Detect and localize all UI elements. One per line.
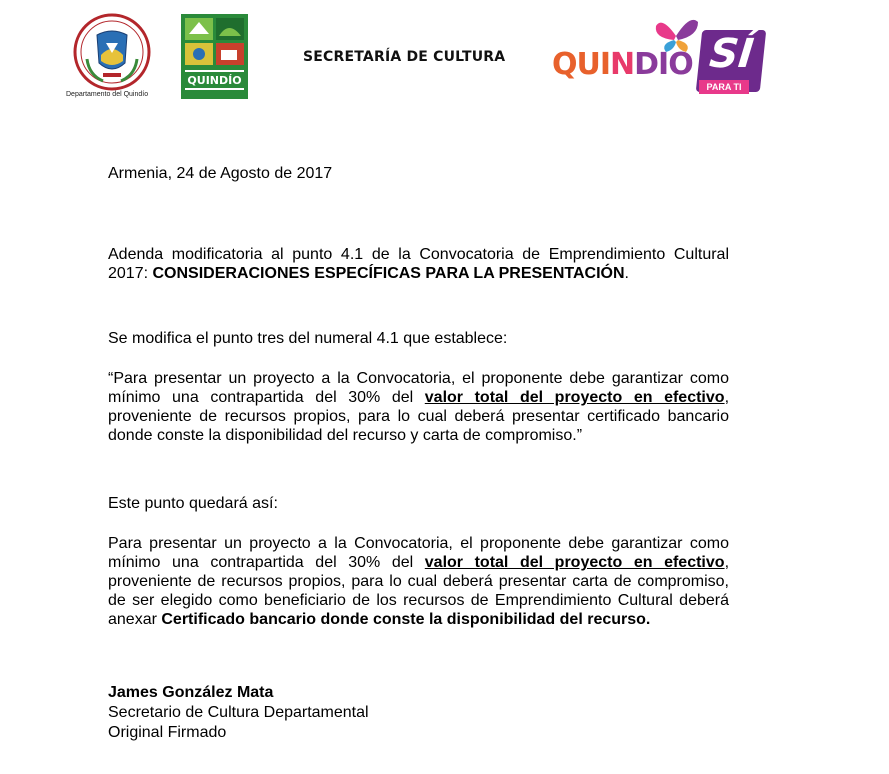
brand-wordmark — [552, 47, 693, 82]
new-text-part-a: Para presentar un proyecto a la Convocatoria, el proponente debe garantizar como mínimo una contrapartida del 30% del — [108, 535, 729, 571]
signer-title: Secretario de Cultura Departamental — [108, 704, 369, 721]
paragraph-new-text — [108, 534, 729, 629]
paragraph-adenda — [108, 245, 729, 283]
quindio-region-logo-icon — [181, 14, 248, 99]
paragraph-adenda-bold: CONSIDERACIONES ESPECÍFICAS PARA LA PRESENTACIÓN — [152, 265, 625, 282]
new-text-part-b: , proveniente de recursos propios, para lo cual deberá presentar carta de compromiso, de ser elegido como beneficiario de los recursos de Emprendimiento Cultural deberá anexar — [108, 554, 730, 628]
original-text-underlined: valor total del proyecto en efectivo — [424, 389, 725, 406]
paragraph-original-text — [108, 369, 729, 445]
letterhead — [0, 0, 889, 110]
new-text-underlined: valor total del proyecto en efectivo — [424, 554, 725, 571]
quindio-logo-text: QUINDÍO — [187, 74, 242, 87]
original-text-part-b: , proveniente de recursos propios, para lo cual deberá presentar certificado bancario donde conste la disponibilidad del recurso y carta de compromiso.” — [108, 389, 730, 444]
department-seal-icon — [73, 13, 151, 91]
paragraph-modifica: Se modifica el punto tres del numeral 4.1 que establece: — [108, 330, 508, 347]
brand-si-text: SÍ — [707, 31, 756, 77]
paragraph-quedara: Este punto quedará así: — [108, 495, 278, 512]
original-text-part-a: “Para presentar un proyecto a la Convocatoria, el proponente debe garantizar como mínimo una contrapartida del 30% del — [108, 370, 729, 406]
signature-note: Original Firmado — [108, 724, 227, 741]
brand-word-dio: DIO — [634, 47, 693, 82]
quindio-si-brand-logo — [552, 14, 767, 104]
seal-caption: Departamento del Quindío — [66, 91, 149, 98]
brand-word-n: N — [610, 47, 635, 82]
new-text-bold: Certificado bancario donde conste la disponibilidad del recurso. — [161, 611, 651, 628]
brand-word-qui: QUI — [552, 47, 611, 82]
paragraph-adenda-text: Adenda modificatoria al punto 4.1 de la Convocatoria de Emprendimiento Cultural 2017: — [108, 246, 729, 282]
secretaria-title: SECRETARÍA DE CULTURA — [303, 49, 506, 65]
paragraph-adenda-end: . — [624, 265, 629, 282]
brand-para-ti: PARA TI — [699, 80, 749, 94]
letter-date: Armenia, 24 de Agosto de 2017 — [108, 165, 333, 182]
signer-name: James González Mata — [108, 684, 274, 701]
